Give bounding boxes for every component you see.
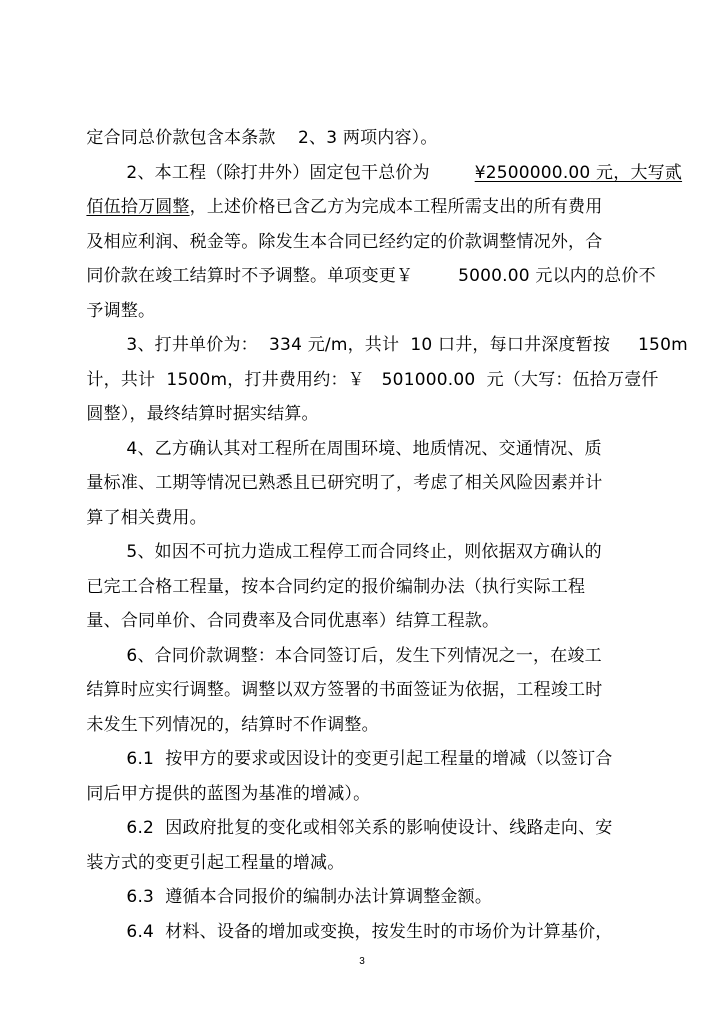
text-line [104,300,688,355]
text-line [104,611,602,666]
line-text: 同价款在竣工结算时不予调整。单项变更￥ [86,266,414,286]
line-text: 算了相关费用。 [86,508,207,528]
text-line [64,369,319,424]
text-line [64,231,656,286]
line-text: ，上述价格已含乙方为完成本工程所需支出的所有费用 [189,197,603,217]
underlined-amount: ¥2500000.00 [474,163,591,183]
text-line [64,818,345,873]
line-text: 量标准、工期等情况已熟悉且已研究明了，考虑了相关风险因素并计 [86,473,603,493]
text-line [104,783,613,838]
text-line [104,887,613,942]
line-text: 6.2 因政府批复的变化或相邻关系的影响使设计、线路走向、安 [126,818,613,838]
page-number: 3 [359,956,365,967]
text-line [64,576,500,631]
line-text: 3、打井单价为： 334 元/m，共计 10 口井，每口井深度暂按 150m [126,335,688,355]
line-text: 2、本工程（除打井外）固定包干总价为 [126,163,430,183]
text-line [64,542,586,597]
text-line [104,852,493,907]
line-text: 6.3 遵循本合同报价的编制办法计算调整金额。 [126,887,493,907]
line-text: 6.1 按甲方的要求或因设计的变更引起工程量的增减（以签订合 [126,749,613,769]
text-line [64,162,603,217]
line-text: 5、如因不可抗力造成工程停工而合同终止，则依据双方确认的 [126,542,602,562]
line-text: 予调整。 [86,301,156,321]
text-line [64,266,156,321]
line-text: 同后甲方提供的蓝图为基准的增减）。 [86,784,371,804]
line-text: 已完工合格工程量，按本合同约定的报价编制办法（执行实际工程 [86,577,586,597]
text-line [104,507,602,562]
text-line [104,404,602,459]
underlined-text: 佰伍拾万圆整 [86,197,190,217]
line-text: 圆整），最终结算时据实结算。 [86,404,319,424]
text-line [64,93,438,148]
line-text: 量、合同单价、合同费率及合同优惠率）结算工程款。 [86,611,500,631]
text-line [104,128,683,183]
text-line [104,714,613,769]
text-line [64,438,603,493]
text-line [64,645,603,700]
line-text: 计，共计 1500m，打井费用约：￥ 501000.00 元（大写：伍拾万壹仟 [86,370,659,390]
line-text: 及相应利润、税金等。除发生本合同已经约定的价款调整情况外，合 [86,232,603,252]
line-text: 5000.00 元以内的总价不 [413,266,656,286]
text-line [64,473,207,528]
line-text: 4、乙方确认其对工程所在周围环境、地质情况、交通情况、质 [126,439,602,459]
line-text: 6、合同价款调整：本合同签订后，发生下列情况之一，在竣工 [126,646,602,666]
text-line [64,335,659,390]
text-line [64,680,379,735]
line-text: 结算时应实行调整。调整以双方签署的书面签证为依据，工程竣工时 [86,680,603,700]
line-text: 6.4 材料、设备的增加或变换，按发生时的市场价为计算基价， [126,922,613,942]
line-text: 定合同总价款包含本条款 [86,128,276,148]
text-line [64,197,603,252]
line-text: 装方式的变更引起工程量的增减。 [86,853,345,873]
text-line [64,749,371,804]
line-text: 2、3 两项内容）。 [275,128,438,148]
underlined-text: 元，大写贰 [590,163,683,183]
line-text: 未发生下列情况的，结算时不作调整。 [86,715,379,735]
